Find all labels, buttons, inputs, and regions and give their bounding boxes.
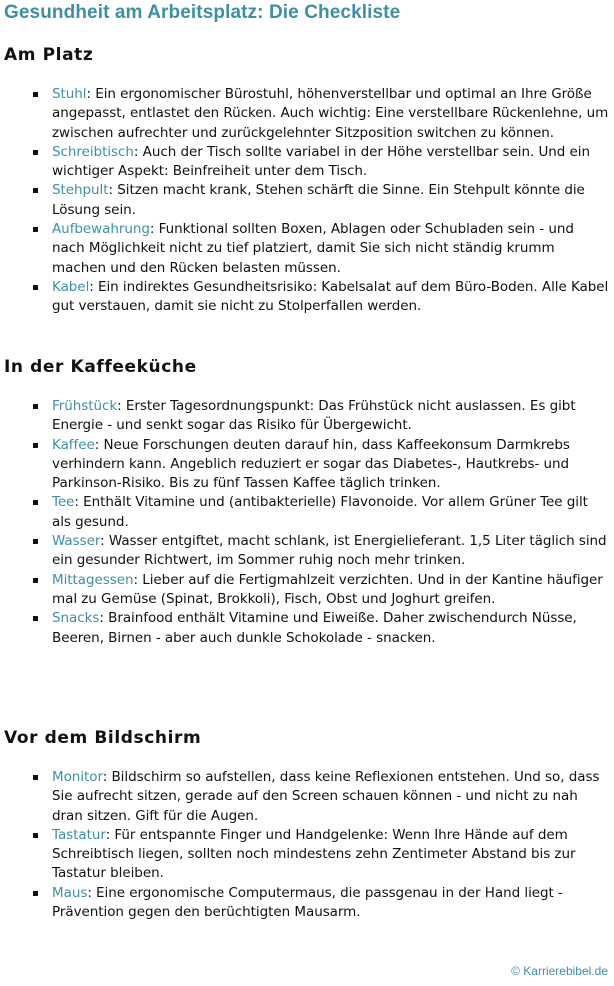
item-label: Frühstück (52, 398, 118, 414)
list-item (0, 397, 614, 436)
item-label: Kabel (52, 278, 90, 295)
bullet-icon (33, 775, 38, 780)
item-label: Tee (52, 494, 75, 511)
list-item (0, 436, 614, 494)
item-text: : Auch der Tisch sollte variabel in der Höhe verstellbar sein. Und ein wichtiger Aspekt: Beinfreiheit unter dem Tisch. (52, 143, 591, 180)
bullet-icon (33, 227, 38, 232)
item-label: Mittagessen (52, 571, 134, 588)
list-item (0, 143, 614, 182)
list-item (0, 884, 614, 923)
list-item (0, 532, 614, 571)
item-text: : Ein indirektes Gesundheitsrisiko: Kabelsalat auf dem Büro-Boden. Alle Kabel gut verstauen, damit sie nicht zu Stolperfallen werden. (52, 278, 609, 315)
list-item (0, 220, 614, 278)
item-text: : Enthält Vitamine und (antibakterielle) Flavonoide. Vor allem Grüner Tee gilt als gesund. (52, 494, 588, 530)
item-text: : Funktional sollten Boxen, Ablagen oder Schubladen sein - und nach Möglichkeit nicht zu tief platziert, damit Sie sich nicht ständig krumm machen und den Rücken belasten müssen. (52, 221, 574, 276)
item-text: : Bildschirm so aufstellen, dass keine Reflexionen entstehen. Und so, dass Sie aufrecht sitzen, gerade auf den Screen schauen können - und nicht zu nah dran sitzen. Gift für die Augen. (52, 769, 600, 824)
bullet-icon (33, 500, 38, 505)
section-heading: In der Kaffeeküche (4, 357, 197, 377)
item-label: Kaffee (52, 436, 95, 453)
bullet-icon (33, 404, 38, 409)
bullet-icon (33, 443, 38, 448)
section-bildschirm (0, 727, 614, 749)
list-item (0, 826, 614, 884)
section-kaffeekueche (0, 356, 614, 378)
item-label: Tastatur (52, 826, 106, 843)
bullet-icon (33, 92, 38, 97)
list-item (0, 493, 614, 532)
checklist-am-platz (0, 85, 614, 317)
item-text: : Eine ergonomische Computermaus, die passgenau in der Hand liegt - Prävention gegen den berüchtigten Mausarm. (52, 884, 563, 921)
item-label: Stuhl (52, 86, 87, 102)
checklist-kaffeekueche (0, 397, 614, 648)
item-label: Maus (52, 884, 88, 901)
section-heading: Am Platz (4, 45, 94, 65)
item-text: : Wasser entgiftet, macht schlank, ist Energielieferant. 1,5 Liter täglich sind ein gesunder Richtwert, im Sommer ruhig noch mehr trinken. (52, 533, 607, 569)
item-label: Wasser (52, 533, 101, 550)
bullet-icon (33, 891, 38, 896)
list-item (0, 768, 614, 826)
item-text: : Ein ergonomischer Bürostuhl, höhenverstellbar und optimal an Ihre Größe angepasst, entlastet den Rücken. Auch wichtig: Eine verstellbare Rückenlehne, um zwischen aufrechter und zurückgelehnter Sitzposition switchen zu können. (52, 86, 609, 141)
item-label: Aufbewahrung (52, 221, 150, 238)
bullet-icon (33, 285, 38, 290)
copyright-credit: © Karrierebibel.de (511, 964, 608, 978)
list-item (0, 181, 614, 220)
list-item (0, 85, 614, 143)
item-text: : Für entspannte Finger und Handgelenke: Wenn Ihre Hände auf dem Schreibtisch liegen, sollten noch mindestens zehn Zentimeter Abstand bis zur Tastatur bleiben. (52, 826, 576, 882)
list-item (0, 571, 614, 610)
bullet-icon (33, 616, 38, 621)
section-heading: Vor dem Bildschirm (4, 728, 202, 748)
bullet-icon (33, 833, 38, 838)
item-text: : Neue Forschungen deuten darauf hin, dass Kaffeekonsum Darmkrebs verhindern kann. Angeblich reduziert er sogar das Diabetes-, Hautkrebs- und Parkinson-Risiko. Bis zu fünf Tassen Kaffee täglich trinken. (52, 436, 570, 492)
bullet-icon (33, 578, 38, 583)
item-label: Monitor (52, 769, 103, 785)
page-title: Gesundheit am Arbeitsplatz: Die Checkliste (4, 2, 401, 23)
item-label: Schreibtisch (52, 143, 134, 160)
item-text: : Lieber auf die Fertigmahlzeit verzichten. Und in der Kantine häufiger mal zu Gemüse (Spinat, Brokkoli), Fisch, Obst und Joghurt greifen. (52, 571, 603, 607)
bullet-icon (33, 150, 38, 155)
checklist-bildschirm (0, 768, 614, 922)
bullet-icon (33, 539, 38, 544)
section-am-platz (0, 44, 614, 66)
item-text: : Sitzen macht krank, Stehen schärft die Sinne. Ein Stehpult könnte die Lösung sein. (52, 182, 585, 218)
item-label: Snacks (52, 610, 100, 627)
item-text: : Brainfood enthält Vitamine und Eiweiße. Daher zwischendurch Nüsse, Beeren, Birnen - aber auch dunkle Schokolade - snacken. (52, 610, 577, 646)
item-label: Stehpult (52, 182, 109, 199)
bullet-icon (33, 188, 38, 193)
list-item (0, 609, 614, 648)
list-item (0, 278, 614, 317)
item-text: : Erster Tagesordnungspunkt: Das Frühstück nicht auslassen. Es gibt Energie - und senkt sogar das Risiko für Übergewicht. (52, 398, 576, 434)
